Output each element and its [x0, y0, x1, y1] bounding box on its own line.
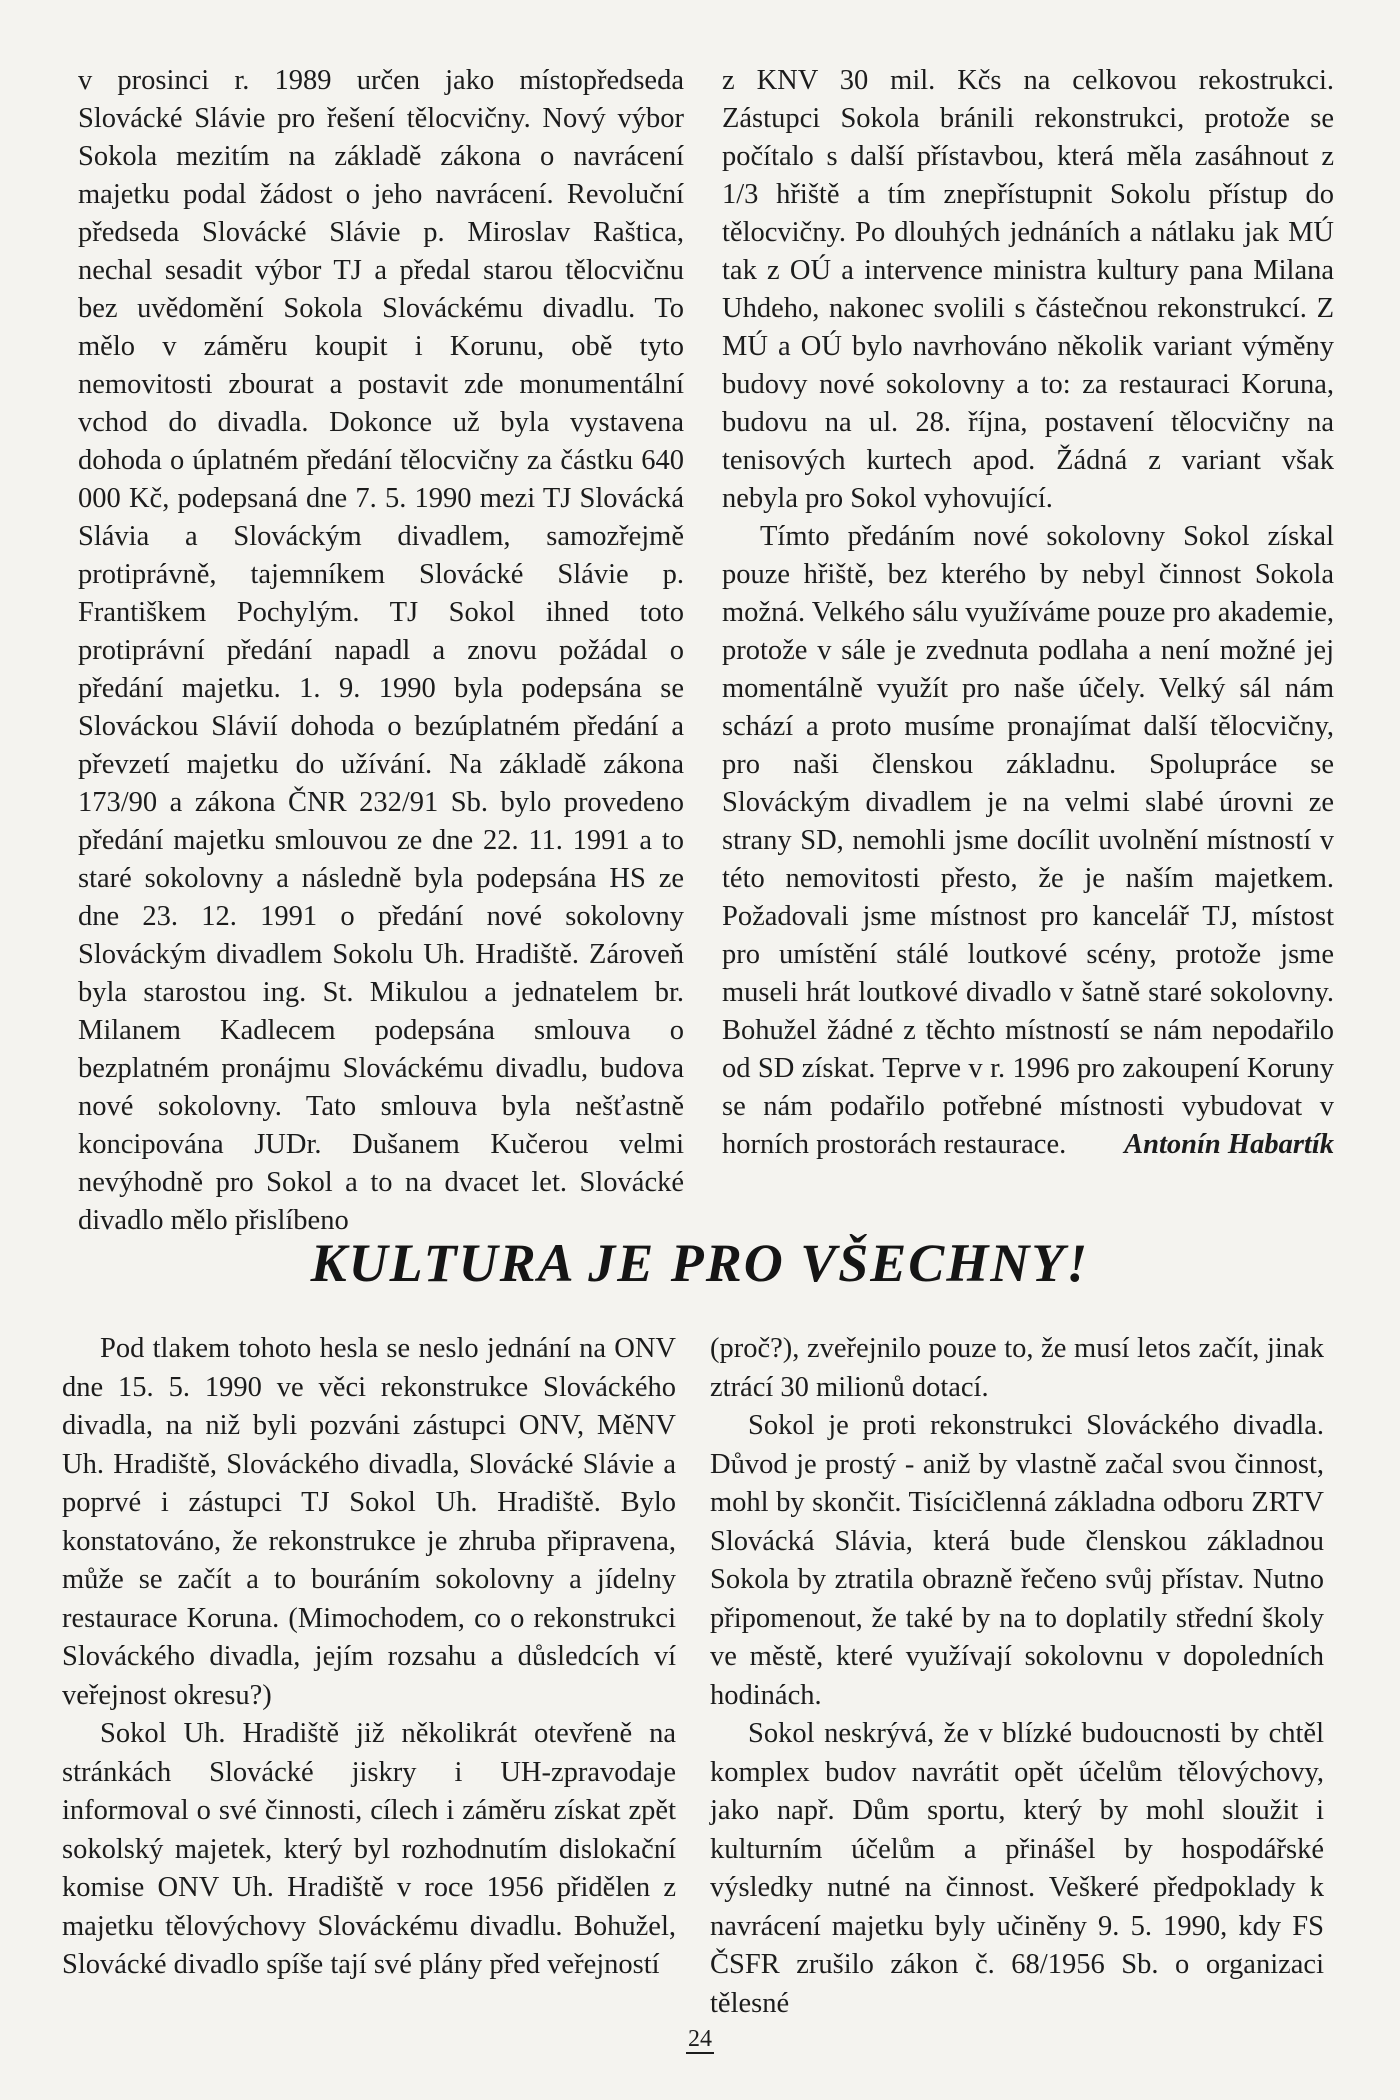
article2-left-column	[62, 1330, 676, 1985]
author-signature: Antonín Habartík	[1124, 1129, 1334, 1160]
article1-left-paragraph: v prosinci r. 1989 určen jako místopředseda Slovácké Slávie pro řešení tělocvičny. Nový výbor Sokola mezitím na základě zákona o navrácení majetku podal žádost o jeho navrácení. Revoluční předseda Slovácké Slávie p. Miroslav Raštica, nechal sesadit výbor TJ a předal starou tělocvičnu bez uvědomění Sokola Slováckému divadlu. To mělo v záměru koupit i Korunu, obě tyto nemovitosti zbourat a postavit zde monumentální vchod do divadla. Dokonce už byla vystavena dohoda o úplatném předání tělocvičny za částku 640 000 Kč, podepsaná dne 7. 5. 1990 mezi TJ Slovácká Slávia a Slováckým divadlem, samozřejmě protiprávně, tajemníkem Slovácké Slávie p. Františkem Pochylým. TJ Sokol ihned toto protiprávní předání napadl a znovu požádal o předání majetku. 1. 9. 1990 byla podepsána se Slováckou Slávií dohoda o bezúplatném předání a převzetí majetku do užívání. Na základě zákona 173/90 a zákona ČNR 232/91 Sb. bylo provedeno předání majetku smlouvou ze dne 22. 11. 1991 a to staré sokolovny a následně byla podepsána HS ze dne 23. 12. 1991 o předání nové sokolovny Slováckým divadlem Sokolu Uh. Hradiště. Zároveň byla starostou ing. St. Mikulou a jednatelem br. Milanem Kadlecem podepsána smlouva o bezplatném pronájmu Slováckému divadlu, budova nové sokolovny. Tato smlouva byla nešťastně koncipována JUDr. Dušanem Kučerou velmi nevýhodně pro Sokol a to na dvacet let. Slovácké divadlo mělo přislíbeno	[78, 65, 684, 1236]
article2-left-paragraph-2: Sokol Uh. Hradiště již několikrát otevřeně na stránkách Slovácké jiskry i UH-zpravodaje informoval o své činnosti, cílech i záměru získat zpět sokolský majetek, který byl rozhodnutím dislokační komise ONV Uh. Hradiště v roce 1956 přidělen z majetku tělovýchovy Slováckému divadlu. Bohužel, Slovácké divadlo spíše tají své plány před veřejností	[62, 1718, 676, 1980]
article2-right-column	[710, 1330, 1324, 2023]
article2-right-paragraph-1: (proč?), zveřejnilo pouze to, že musí letos začít, jinak ztrácí 30 milionů dotací.	[710, 1333, 1324, 1403]
article1-right-column	[722, 62, 1334, 1164]
article1-left-column	[78, 62, 684, 1240]
article1-right-paragraph-2	[722, 518, 1334, 1164]
article1-right-paragraph-1: z KNV 30 mil. Kčs na celkovou rekostrukci. Zástupci Sokola bránili rekonstrukci, protože se počítalo s další přístavbou, která měla zasáhnout z 1/3 hřiště a tím znepřístupnit Sokolu přístup do tělocvičny. Po dlouhých jednáních a nátlaku jak MÚ tak z OÚ a intervence ministra kultury pana Milana Uhdeho, nakonec svolili s částečnou rekonstrukcí. Z MÚ a OÚ bylo navrhováno několik variant výměny budovy nové sokolovny a to: za restauraci Koruna, budovu na ul. 28. října, postavení tělocvičny na tenisových kurtech apod. Žádná z variant však nebyla pro Sokol vyhovující.	[722, 65, 1334, 514]
article2-right-paragraph-3: Sokol neskrývá, že v blízké budoucnosti by chtěl komplex budov navrátit opět účelům tělovýchovy, jako např. Dům sportu, který by mohl sloužit i kulturním účelům a přinášel by hospodářské výsledky nutné na činnost. Veškeré předpoklady k navrácení majetku byly učiněny 9. 5. 1990, kdy FS ČSFR zrušilo zákon č. 68/1956 Sb. o organizaci tělesné	[710, 1718, 1324, 2019]
article2-left-paragraph-1: Pod tlakem tohoto hesla se neslo jednání na ONV dne 15. 5. 1990 ve věci rekonstrukce Slováckého divadla, na niž byli pozváni zástupci ONV, MěNV Uh. Hradiště, Slováckého divadla, Slovácké Slávie a poprvé i zástupci TJ Sokol Uh. Hradiště. Bylo konstatováno, že rekonstrukce je zhruba připravena, může se začít a to bouráním sokolovny a jídelny restaurace Koruna. (Mimochodem, co o rekonstrukci Slováckého divadla, jejím rozsahu a důsledcích ví veřejnost okresu?)	[62, 1333, 676, 1711]
article2-right-paragraph-2: Sokol je proti rekonstrukci Slováckého divadla. Důvod je prostý - aniž by vlastně začal svou činnost, mohl by skončit. Tisícičlenná základna odboru ZRTV Slovácká Slávia, která bude členskou základnou Sokola by ztratila obrazně řečeno svůj přístav. Nutno připomenout, že také by na to doplatily střední školy ve městě, které využívají sokolovnu v dopoledních hodinách.	[710, 1410, 1324, 1711]
page-number	[0, 2026, 1400, 2053]
article1-right-paragraph-2-text: Tímto předáním nové sokolovny Sokol získal pouze hřiště, bez kterého by nebyl činnost Sokola možná. Velkého sálu využíváme pouze pro akademie, protože v sále je zvednuta podlaha a není možné jej momentálně využít pro naše účely. Velký sál nám schází a proto musíme pronajímat další tělocvičny, pro naši členskou základnu. Spolupráce se Slováckým divadlem je na velmi slabé úrovni ze strany SD, nemohli jsme docílit uvolnění místností v této nemovitosti přesto, že je naším majetkem. Požadovali jsme místnost pro kancelář TJ, místost pro umístění stálé loutkové scény, protože jsme museli hrát loutkové divadlo v šatně staré sokolovny. Bohužel žádné z těchto místností se nám nepodařilo od SD získat. Teprve v r. 1996 pro zakoupení Koruny se nám podařilo potřebné místnosti vybudovat v horních prostorách restaurace.	[722, 521, 1335, 1160]
page-number-text: 24	[688, 2026, 712, 2052]
article2-headline: KULTURA JE PRO VŠECHNY!	[310, 1233, 1090, 1293]
